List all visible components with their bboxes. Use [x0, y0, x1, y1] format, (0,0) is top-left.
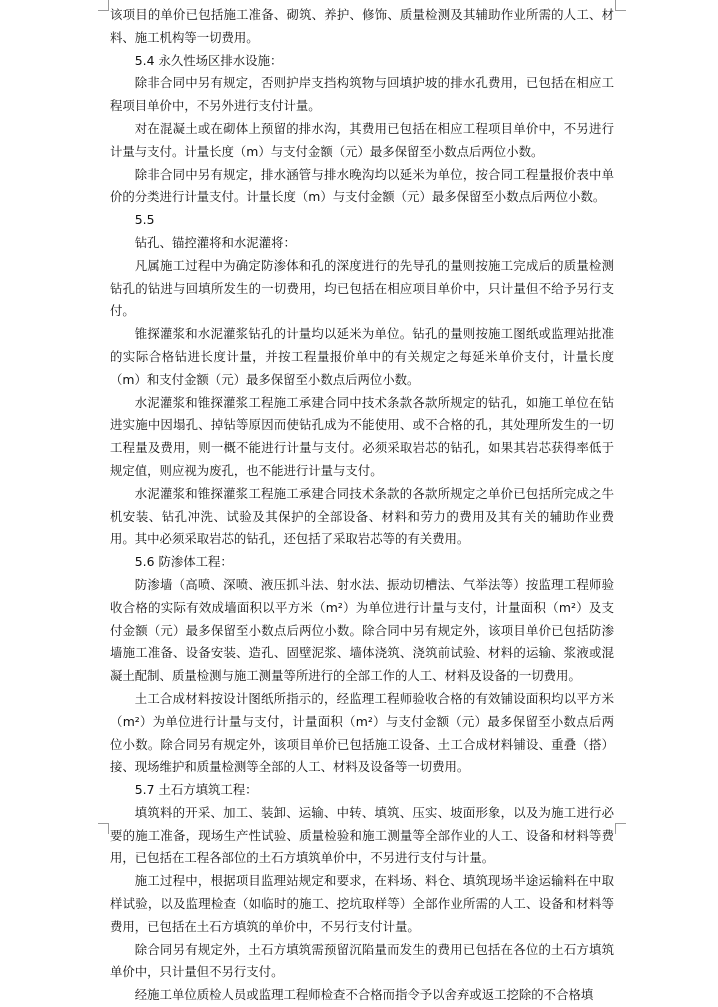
section-heading: 5.4 永久性场区排水设施： [134, 52, 283, 68]
document-body [110, 4, 614, 1007]
page-corner-mark [615, 823, 626, 834]
page-corner-mark [98, 0, 109, 11]
paragraph: 防渗墙（高喷、深喷、液压抓斗法、射水法、振动切槽法、气举法等）按监理工程师验收合格的实际有效成墙面积以平方米（m²）为单位进行计量与支付，计量面积（m²）及支付金额（元）最多保留至小数点后两位小数。除合同中另有规定外，该项目单价已包括防渗墙施工准备、设备安装、造孔、固壁泥浆、墙体浇筑、浇筑前试验、材料的运输、浆液或混凝土配制、质量检测与施工测量等所进行的全部工作的人工、材料及设备的一切费用。 [110, 576, 614, 684]
paragraph: 凡属施工过程中为确定防渗体和孔的深度进行的先导孔的量则按施工完成后的质量检测钻孔的钻进与回填所发生的一切费用，均已包括在相应项目单价中，只计量但不给予另行支付。 [110, 257, 614, 319]
paragraph: 除合同另有规定外，土石方填筑需预留沉陷量而发生的费用已包括在各位的土石方填筑单价中，只计量但不另行支付。 [110, 941, 614, 980]
page-corner-mark [615, 0, 626, 11]
paragraph: 水泥灌浆和锥探灌浆工程施工承建合同技术条款的各款所规定之单价已包括所完成之牛机安装、钻孔冲洗、试验及其保护的全部设备、材料和劳力的费用及其有关的辅助作业费用。其中必须采取岩芯的钻孔，还包括了采取岩芯等的有关费用。 [110, 485, 614, 547]
paragraph: 经施工单位质检人员或监理工程师检查不合格而指令予以舍弃或返工挖除的不合格填 [134, 987, 594, 1003]
paragraph: 锥探灌浆和水泥灌浆钻孔的计量均以延米为单位。钻孔的量则按施工图纸或监理站批准的实际合格钻进长度计量，并按工程量报价单中的有关规定之每延米单价支付，计量长度（m）和支付金额（元）最多保留至小数点后两位小数。 [110, 326, 614, 387]
paragraph: 除非合同中另有规定，否则护岸支挡构筑物与回填护坡的排水孔费用，已包括在相应工程项目单价中，不另外进行支付计量。 [110, 75, 614, 114]
paragraph: 施工过程中，根据项目监理站规定和要求，在料场、料仓、填筑现场半途运输料在中取样试验，以及监理检查（如临时的施工、挖坑取样等）全部作业所需的人工、设备和材料等费用，已包括在土石方填筑的单价中，不另行支付计量。 [110, 873, 614, 934]
paragraph: 该项目的单价已包括施工准备、砌筑、养护、修饰、质量检测及其辅助作业所需的人工、材料、施工机构等一切费用。 [110, 7, 614, 45]
paragraph: 对在混凝土或在砌体上预留的排水沟，其费用已包括在相应工程项目单价中，不另进行计量与支付。计量长度（m）与支付金额（元）最多保留至小数点后两位小数。 [110, 120, 614, 159]
section-heading: 5.7 土石方填筑工程： [134, 782, 258, 798]
paragraph: 除非合同中另有规定，排水涵管与排水晚沟均以延米为单位，按合同工程量报价表中单价的分类进行计量支付。计量长度（m）与支付金额（元）最多保留至小数点后两位小数。 [110, 166, 614, 205]
section-number: 5.5 [134, 212, 155, 228]
section-heading: 5.6 防渗体工程： [134, 554, 233, 570]
paragraph: 填筑料的开采、加工、装卸、运输、中转、填筑、压实、坡面形象，以及为施工进行必要的施工准备，现场生产性试验、质量检验和施工测量等全部作业的人工、设备和材料等费用，已包括在工程各部位的土石方填筑单价中，不另进行支付与计量。 [110, 804, 614, 866]
page-corner-mark [98, 823, 109, 834]
paragraph: 水泥灌浆和锥探灌浆工程施工承建合同中技术条款各款所规定的钻孔，如施工单位在钻进实施中因塌孔、掉钻等原因而使钻孔成为不能使用、或不合格的孔，其处理所发生的一切工程量及费用，则一概不能进行计量与支付。必须采取岩芯的钻孔，如果其岩芯获得率低于规定值，则应视为废孔，也不能进行计量与支付。 [110, 394, 614, 478]
paragraph: 土工合成材料按设计图纸所指示的，经监理工程师验收合格的有效铺设面积均以平方米（m²）为单位进行计量与支付，计量面积（m²）与支付金额（元）最多保留至小数点后两位小数。除合同另有规定外，该项目单价已包括施工设备、土工合成材料铺设、重叠（搭）接、现场维护和质量检测等全部的人工、材料及设备等一切费用。 [110, 690, 614, 775]
section-heading: 钻孔、锚控灌将和水泥灌将： [134, 234, 296, 250]
